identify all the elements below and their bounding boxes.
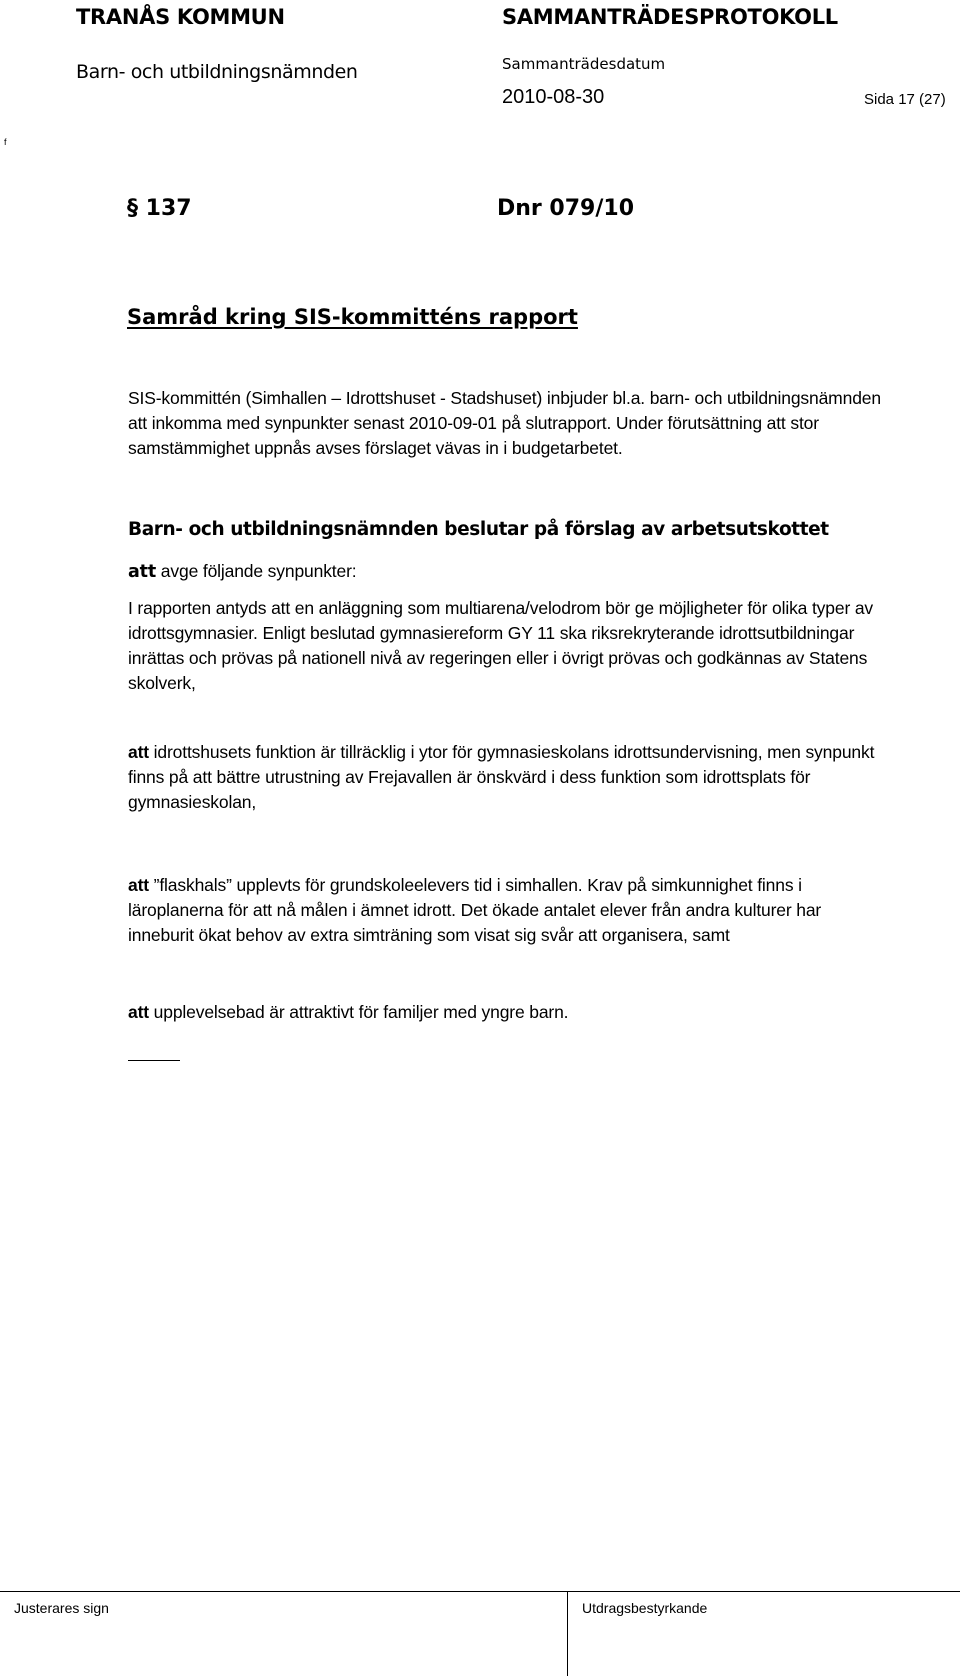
point-line: inrättas och prövas på nationell nivå av regeringen eller i övrigt prövas och godkännas av Statens (128, 648, 868, 668)
att-keyword: att (128, 562, 157, 582)
point-1 (128, 596, 948, 696)
point-3 (128, 873, 948, 948)
sign-cell (0, 1592, 568, 1676)
point-line: idrottsgymnasier. Enligt beslutad gymnasiereform GY 11 ska riksrekryterande idrottsutbildningar (128, 623, 855, 643)
municipality-name: TRANÅS KOMMUN (76, 5, 285, 29)
att-keyword: att (128, 1002, 149, 1022)
meeting-date: 2010-08-30 (502, 86, 605, 108)
intro-line: samstämmighet uppnås avses förslaget vävas in i budgetarbetet. (128, 438, 623, 458)
diary-number: Dnr 079/10 (497, 196, 635, 221)
sign-label: Justerares sign (14, 1600, 109, 1616)
att-keyword: att (128, 742, 149, 762)
extract-label: Utdragsbestyrkande (582, 1600, 708, 1616)
signature-footer (0, 1591, 960, 1675)
margin-mark: f (4, 137, 7, 147)
intro-line: SIS-kommittén (Simhallen – Idrottshuset - Stadshuset) inbjuder bl.a. barn- och utbildningsnämnden (128, 388, 881, 408)
meeting-date-label: Sammanträdesdatum (502, 55, 666, 73)
point-line: inneburit ökat behov av extra simträning som visat sig svår att organisera, samt (128, 925, 730, 945)
point-line: skolverk, (128, 673, 196, 693)
decision-heading: Barn- och utbildningsnämnden beslutar på förslag av arbetsutskottet (128, 519, 829, 540)
decision-intro (128, 559, 948, 585)
decision-intro-text: avge följande synpunkter: (156, 561, 357, 581)
intro-paragraph (128, 386, 948, 461)
point-4 (128, 1000, 948, 1025)
point-line: I rapporten antyds att en anläggning som multiarena/velodrom bör ge möjligheter för olika typer av (128, 598, 874, 618)
document-type: SAMMANTRÄDESPROTOKOLL (502, 5, 838, 29)
board-name: Barn- och utbildningsnämnden (76, 61, 358, 83)
point-line: idrottshusets funktion är tillräcklig i ytor för gymnasieskolans idrottsundervisning, men synpunkt (148, 742, 875, 762)
extract-cell (568, 1592, 960, 1676)
page-number: Sida 17 (27) (864, 91, 946, 108)
point-2 (128, 740, 948, 815)
intro-line: att inkomma med synpunkter senast 2010-09-01 på slutrapport. Under förutsättning att stor (128, 413, 819, 433)
point-line: finns på att bättre utrustning av Frejavallen är önskvärd i dess funktion som idrottsplats för (128, 767, 811, 787)
point-line: läroplanerna för att nå målen i ämnet idrott. Det ökade antalet elever från andra kulturer har (128, 900, 822, 920)
point-line: ”flaskhals” upplevts för grundskoleelevers tid i simhallen. Krav på simkunnighet finns i (148, 875, 802, 895)
paragraph-number: § 137 (127, 196, 192, 221)
point-line: gymnasieskolan, (128, 792, 257, 812)
end-rule (128, 1060, 180, 1061)
point-line: upplevelsebad är attraktivt för familjer med yngre barn. (148, 1002, 569, 1022)
section-title: Samråd kring SIS-kommitténs rapport (127, 305, 578, 329)
att-keyword: att (128, 875, 149, 895)
